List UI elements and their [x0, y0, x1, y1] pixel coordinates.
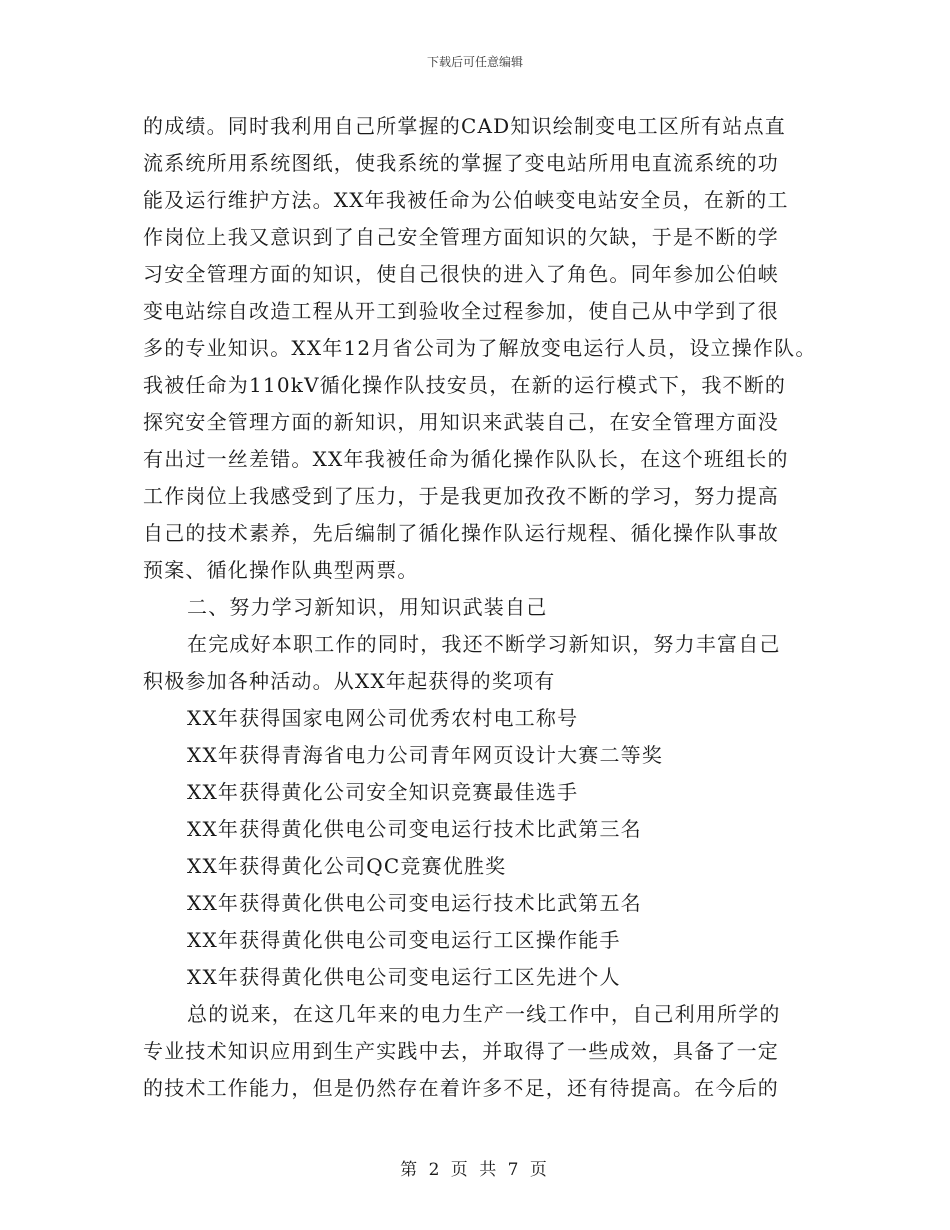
- text-line: 的成绩。同时我利用自己所掌握的CAD知识绘制变电工区所有站点直: [143, 114, 786, 138]
- text-line: XX年获得黄化供电公司变电运行技术比武第三名: [187, 817, 642, 841]
- text-line: 在完成好本职工作的同时，我还不断学习新知识，努力丰富自己: [187, 632, 781, 656]
- page-header: 下载后可任意编辑: [426, 55, 523, 69]
- page-number: 第 2 页 共 7 页: [400, 1160, 550, 1180]
- text-line: XX年获得黄化供电公司变电运行工区先进个人: [187, 965, 621, 989]
- text-line: XX年获得黄化供电公司变电运行技术比武第五名: [187, 891, 642, 915]
- text-line: 流系统所用系统图纸，使我系统的掌握了变电站所用电直流系统的功: [143, 151, 779, 175]
- text-line: 有出过一丝差错。XX年我被任命为循化操作队队长，在这个班组长的: [143, 447, 789, 471]
- text-line: 的技术工作能力，但是仍然存在着许多不足，还有待提高。在今后的: [143, 1076, 779, 1100]
- text-line: 总的说来，在这几年来的电力生产一线工作中，自己利用所学的: [187, 1002, 781, 1026]
- text-line: 我被任命为110kV循化操作队技安员，在新的运行模式下，我不断的: [143, 373, 787, 397]
- text-line: 专业技术知识应用到生产实践中去，并取得了一些成效，具备了一定: [143, 1039, 779, 1063]
- text-line: 多的专业知识。XX年12月省公司为了解放变电运行人员，设立操作队。: [143, 336, 817, 360]
- text-line: 习安全管理方面的知识，使自己很快的进入了角色。同年参加公伯峡: [143, 262, 779, 286]
- text-line: 探究安全管理方面的新知识，用知识来武装自己，在安全管理方面没: [143, 410, 779, 434]
- text-line: 能及运行维护方法。XX年我被任命为公伯峡变电站安全员，在新的工: [143, 188, 789, 212]
- text-line: XX年获得国家电网公司优秀农村电工称号: [187, 706, 579, 730]
- text-line: 作岗位上我又意识到了自己安全管理方面知识的欠缺，于是不断的学: [143, 225, 779, 249]
- text-line: 预案、循化操作队典型两票。: [143, 558, 419, 582]
- text-line: XX年获得黄化供电公司变电运行工区操作能手: [187, 928, 621, 952]
- text-line: 二、努力学习新知识，用知识武装自己: [187, 595, 548, 619]
- text-line: 积极参加各种活动。从XX年起获得的奖项有: [143, 669, 556, 693]
- text-line: XX年获得黄化公司QC竞赛优胜奖: [187, 854, 507, 878]
- text-line: 工作岗位上我感受到了压力，于是我更加孜孜不断的学习，努力提高: [143, 484, 779, 508]
- text-line: XX年获得黄化公司安全知识竞赛最佳选手: [187, 780, 579, 804]
- text-line: XX年获得青海省电力公司青年网页设计大赛二等奖: [187, 743, 664, 767]
- text-line: 自己的技术素养，先后编制了循化操作队运行规程、循化操作队事故: [143, 521, 779, 545]
- text-line: 变电站综自改造工程从开工到验收全过程参加，使自己从中学到了很: [143, 299, 779, 323]
- document-body: [143, 108, 823, 1107]
